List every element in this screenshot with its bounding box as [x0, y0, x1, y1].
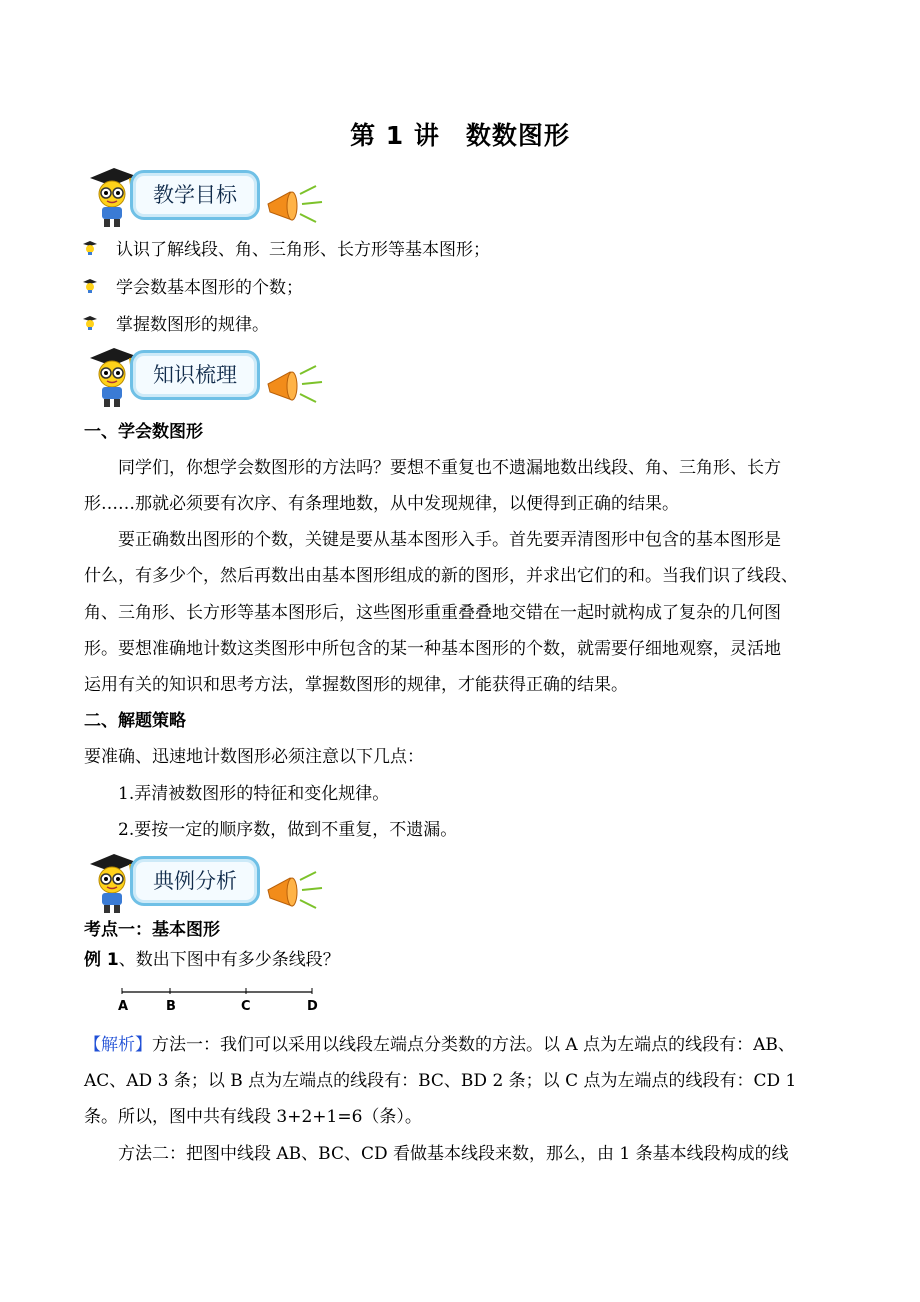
point-label-b: B: [166, 999, 176, 1014]
point-label-c: C: [241, 999, 251, 1014]
point-label-a: A: [118, 999, 129, 1014]
topic-heading: 考点一：基本图形: [84, 920, 220, 940]
analysis-tag: 【解析】: [84, 1035, 152, 1055]
mascot-bullet-icon: [82, 240, 98, 256]
section-label: 教学目标: [153, 183, 237, 207]
strategy-point: 2.要按一定的顺序数，做到不重复，不遗漏。: [118, 820, 458, 840]
paragraph-line: 什么，有多少个，然后再数出由基本图形组成的新的图形，并求出它们的和。当我们识了线段、: [84, 566, 798, 586]
mascot-bullet-icon: [82, 278, 98, 294]
example-question-text: 、数出下图中有多少条线段？: [118, 950, 340, 970]
section-label: 典例分析: [153, 869, 237, 893]
section-label-box: [130, 856, 260, 906]
example-label: 例 1: [84, 950, 119, 970]
segment-figure: [112, 984, 332, 1014]
analysis-line: [84, 1035, 795, 1055]
goal-item: 掌握数图形的规律。: [116, 315, 269, 335]
part2-intro: 要准确、迅速地计数图形必须注意以下几点：: [84, 747, 424, 767]
page-title: 第 1 讲 数数图形: [350, 121, 570, 150]
section-banner-knowledge: [86, 346, 336, 410]
megaphone-icon: [262, 184, 326, 228]
paragraph-line: 运用有关的知识和思考方法，掌握数图形的规律，才能获得正确的结果。: [84, 675, 628, 695]
analysis-line: 条。所以，图中共有线段 3+2+1=6（条）。: [84, 1107, 422, 1127]
section-label-box: [130, 170, 260, 220]
section-banner-examples: [86, 852, 336, 916]
analysis-text: 方法一：我们可以采用以线段左端点分类数的方法。以 A 点为左端点的线段有：AB、: [152, 1035, 795, 1055]
point-label-d: D: [307, 999, 318, 1014]
part2-heading: 二、解题策略: [84, 711, 186, 731]
goal-item: 学会数基本图形的个数；: [116, 278, 303, 298]
paragraph-line: 角、三角形、长方形等基本图形后，这些图形重重叠叠地交错在一起时就构成了复杂的几何图: [84, 603, 781, 623]
analysis-line: 方法二：把图中线段 AB、BC、CD 看做基本线段来数，那么，由 1 条基本线段构成的线: [118, 1144, 789, 1164]
example-question: [84, 950, 340, 970]
paragraph-line: 同学们，你想学会数图形的方法吗？要想不重复也不遗漏地数出线段、角、三角形、长方: [118, 458, 781, 478]
section-label: 知识梳理: [153, 363, 237, 387]
paragraph-line: 要正确数出图形的个数，关键是要从基本图形入手。首先要弄清图形中包含的基本图形是: [118, 530, 781, 550]
megaphone-icon: [262, 870, 326, 914]
section-label-box: [130, 350, 260, 400]
mascot-bullet-icon: [82, 315, 98, 331]
section-banner-goals: [86, 166, 336, 230]
goal-item: 认识了解线段、角、三角形、长方形等基本图形；: [116, 240, 490, 260]
paragraph-line: 形。要想准确地计数这类图形中所包含的某一种基本图形的个数，就需要仔细地观察，灵活地: [84, 639, 781, 659]
megaphone-icon: [262, 364, 326, 408]
part1-heading: 一、学会数图形: [84, 422, 203, 442]
paragraph-line: 形……那就必须要有次序、有条理地数，从中发现规律，以便得到正确的结果。: [84, 494, 679, 514]
analysis-line: AC、AD 3 条；以 B 点为左端点的线段有：BC、BD 2 条；以 C 点为左端点的线段有：CD 1: [84, 1071, 797, 1091]
strategy-point: 1.弄清被数图形的特征和变化规律。: [118, 784, 390, 804]
